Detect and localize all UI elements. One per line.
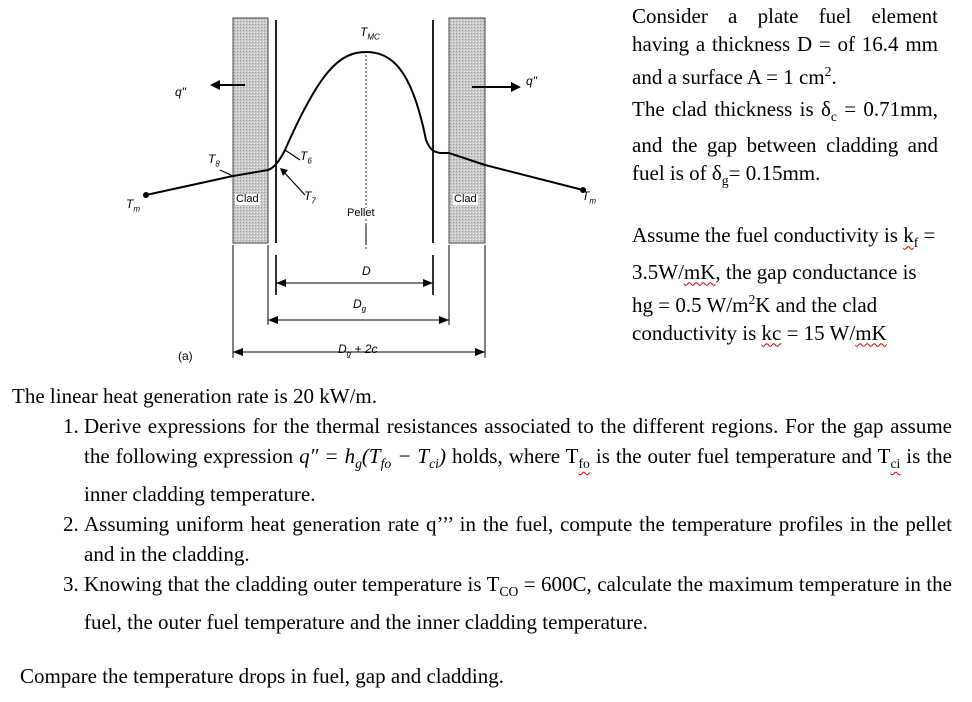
label-t-mc: $T_{MC}$ <box>360 25 380 42</box>
label-dim-dg: $D_g$ <box>353 297 367 314</box>
label-tm-right: $T_m$ <box>582 189 597 206</box>
label-q-right: q" <box>526 74 537 88</box>
question-list <box>12 411 952 637</box>
label-q-left: q" <box>175 85 186 99</box>
label-pellet: Pellet <box>347 207 375 219</box>
label-clad-right: Clad <box>454 193 477 205</box>
left-clad-slab <box>233 18 268 243</box>
label-dim-d: D <box>362 264 371 278</box>
compare-line: Compare the temperature drops in fuel, gap and cladding. <box>20 664 505 688</box>
question-3: 3. Knowing that the cladding outer temperature is $T_{CO} = 600C$, calculate the maximum temperature in the fuel, the outer fuel temperature and the inner cladding temperature. <box>84 569 952 637</box>
label-dim-dgc: $D_g + 2c$ <box>338 342 378 359</box>
question-2: 2. Assuming uniform heat generation rate q’’’ in the fuel, compute the temperature profiles in the pellet and in the cladding. <box>84 509 952 569</box>
side-paragraph-geometry: Consider a plate fuel element having a thickness D = of 16.4 mm and a surface A = 1 $cm^2$. <box>632 4 938 89</box>
label-t7: $T_7$ <box>304 189 316 206</box>
fuel-element-diagram <box>120 0 620 372</box>
right-clad-slab <box>449 18 485 243</box>
problem-side-text <box>632 2 938 347</box>
problem-body <box>12 381 952 637</box>
panel-label: (a) <box>178 349 193 363</box>
side-paragraph-conductivity: Assume the fuel conductivity is $k_f = 3.5W/mK$, the gap conductance is hg = 0.5 $W/m^2K$ and the clad conductivity is kc = 15 W/mK <box>632 223 936 345</box>
temperature-profile-curve <box>146 52 583 195</box>
label-t8: $T_8$ <box>208 152 220 169</box>
label-tm-left: $T_m$ <box>126 197 141 214</box>
label-clad-left: Clad <box>236 193 259 205</box>
fuel-element-figure <box>120 0 620 372</box>
intro-line: The linear heat generation rate is 20 kW/m. <box>12 384 378 408</box>
question-1: 1. Derive expressions for the thermal resistances associated to the different regions. For the gap assume the following expression $q'' = h_g(T_{fo} - T_{ci})$ holds, where $T_{fo}$ is the outer fuel temperature and $T_{ci}$ is the inner cladding temperature. <box>84 411 952 509</box>
side-paragraph-thickness: The clad thickness is $\delta_c = 0.71mm$, and the gap between cladding and fuel is of $\delta_g= 0.15mm$. <box>632 97 938 189</box>
label-t6: $T_6$ <box>300 149 312 166</box>
